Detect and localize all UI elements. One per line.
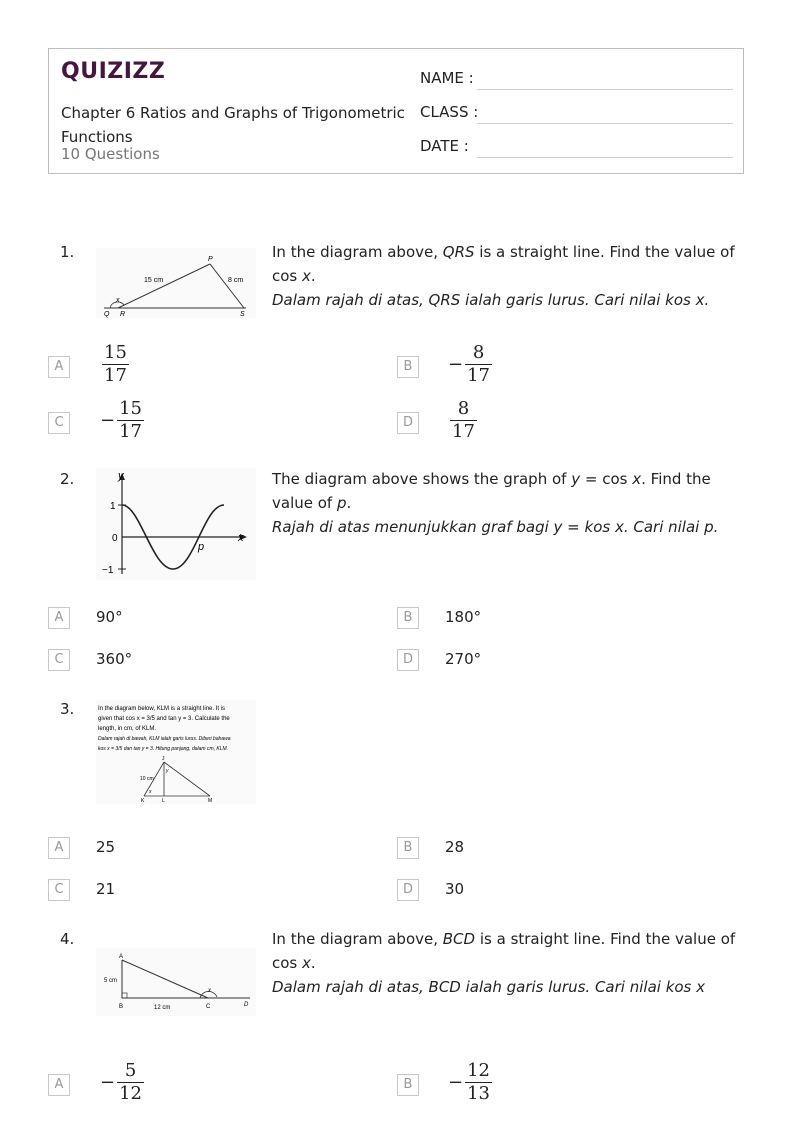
diagram-point-d: D xyxy=(244,1002,249,1008)
diagram-point-q: Q xyxy=(104,311,110,318)
question-2-diagram xyxy=(96,468,256,580)
diagram-point-a: A xyxy=(119,954,124,960)
option-b-box[interactable]: B xyxy=(397,356,419,378)
diagram-point-r: R xyxy=(120,311,126,318)
image-text-line: Dalam rajah di bawah, KLM ialah garis lurus. Diberi bahawa xyxy=(98,736,231,742)
graph-y-label: y xyxy=(118,470,124,482)
option-d-box[interactable]: D xyxy=(397,649,419,671)
question-text-english: In the diagram above, BCD is a straight line. Find the value of cos x. xyxy=(272,930,736,972)
option-b-box[interactable]: B xyxy=(397,1074,419,1096)
question-count: 10 Questions xyxy=(61,145,160,163)
option-c-value: 21 xyxy=(96,880,116,898)
diagram-label-8cm: 8 cm xyxy=(228,277,244,284)
option-b-box[interactable]: B xyxy=(397,837,419,859)
image-text-line: In the diagram below, KLM is a straight line. It is xyxy=(98,706,226,712)
name-field[interactable] xyxy=(477,89,733,90)
diagram-label-12cm: 12 cm xyxy=(154,1005,171,1011)
option-c-box[interactable]: C xyxy=(48,879,70,901)
option-b-box[interactable]: B xyxy=(397,607,419,629)
option-a-box[interactable]: A xyxy=(48,356,70,378)
class-label: CLASS : xyxy=(420,103,479,121)
option-a-value: − $\frac{5}{12}$ xyxy=(100,1060,142,1104)
option-b-value: 28 xyxy=(445,838,465,856)
question-number: 1. xyxy=(60,243,75,261)
date-field[interactable] xyxy=(477,157,733,158)
question-number: 2. xyxy=(60,470,75,488)
question-text-malay: Rajah di atas menunjukkan graf bagi y = kos x. Cari nilai p. xyxy=(272,518,719,536)
diagram-label-15cm: 15 cm xyxy=(144,277,164,284)
image-text-line: given that cos x = 3/5 and tan y = 3. Calculate the xyxy=(98,716,230,722)
question-text xyxy=(272,240,748,312)
image-text-line: length, in cm, of KLM. xyxy=(98,726,157,732)
graph-point-p: p xyxy=(198,541,205,553)
question-text-malay: Dalam rajah di atas, QRS ialah garis lurus. Cari nilai kos x. xyxy=(272,291,710,309)
option-c-box[interactable]: C xyxy=(48,412,70,434)
option-d-box[interactable]: D xyxy=(397,879,419,901)
diagram-point-l: L xyxy=(162,798,165,804)
quizizz-logo: QUIZIZZ xyxy=(61,59,166,84)
option-a-value: 90° xyxy=(96,608,123,626)
option-c-box[interactable]: C xyxy=(48,649,70,671)
graph-tick-1: 1 xyxy=(110,501,116,512)
diagram-point-k: K xyxy=(141,798,145,804)
option-a-box[interactable]: A xyxy=(48,837,70,859)
option-a-value: $\frac{15}{17}$ xyxy=(104,342,127,386)
option-a-box[interactable]: A xyxy=(48,607,70,629)
option-d-value: 30 xyxy=(445,880,465,898)
diagram-point-c: C xyxy=(206,1004,211,1010)
question-number: 4. xyxy=(60,930,75,948)
diagram-label-10cm: 10 cm xyxy=(140,776,154,782)
diagram-angle-x: x xyxy=(116,297,120,304)
worksheet-header xyxy=(48,48,744,174)
question-number: 3. xyxy=(60,700,75,718)
option-d-value: $\frac{8}{17}$ xyxy=(452,398,475,442)
option-b-value: 180° xyxy=(445,608,482,626)
diagram-point-p: P xyxy=(208,256,213,263)
name-label: NAME : xyxy=(420,69,474,87)
image-text-line: kos x = 3/5 dan tan y = 3. Hitung panjang, dalam cm, KLM. xyxy=(98,746,229,752)
option-d-value: 270° xyxy=(445,650,482,668)
date-label: DATE : xyxy=(420,137,469,155)
diagram-angle-x: x xyxy=(208,988,211,994)
option-d-box[interactable]: D xyxy=(397,412,419,434)
graph-x-label: x xyxy=(238,532,244,544)
option-a-value: 25 xyxy=(96,838,116,856)
question-text-english: In the diagram above, QRS is a straight line. Find the value of cos x. xyxy=(272,243,735,285)
option-a-box[interactable]: A xyxy=(48,1074,70,1096)
graph-tick-neg-1: −1 xyxy=(102,565,114,576)
diagram-point-s: S xyxy=(240,311,245,318)
question-text-malay: Dalam rajah di atas, BCD ialah garis lurus. Cari nilai kos x xyxy=(272,978,706,996)
question-3-image xyxy=(96,700,256,804)
option-c-value: − $\frac{15}{17}$ xyxy=(100,398,142,442)
question-1-diagram xyxy=(96,248,256,318)
graph-tick-0: 0 xyxy=(112,533,118,544)
question-text xyxy=(272,927,748,999)
diagram-point-m: M xyxy=(208,798,213,804)
option-b-value: − $\frac{8}{17}$ xyxy=(448,342,490,386)
question-4-diagram xyxy=(96,948,256,1016)
option-b-value: − $\frac{12}{13}$ xyxy=(448,1060,490,1104)
class-field[interactable] xyxy=(477,123,733,124)
question-text-english: The diagram above shows the graph of y = cos x. Find the value of p. xyxy=(272,470,711,512)
option-c-value: 360° xyxy=(96,650,133,668)
diagram-label-5cm: 5 cm xyxy=(104,978,118,984)
diagram-angle-y: y xyxy=(166,768,169,774)
question-text xyxy=(272,467,748,539)
diagram-angle-x: x xyxy=(149,789,152,795)
worksheet-title: Chapter 6 Ratios and Graphs of Trigonometric Functions xyxy=(61,104,405,146)
diagram-point-b: B xyxy=(119,1004,124,1010)
diagram-point-j: J xyxy=(162,756,165,762)
